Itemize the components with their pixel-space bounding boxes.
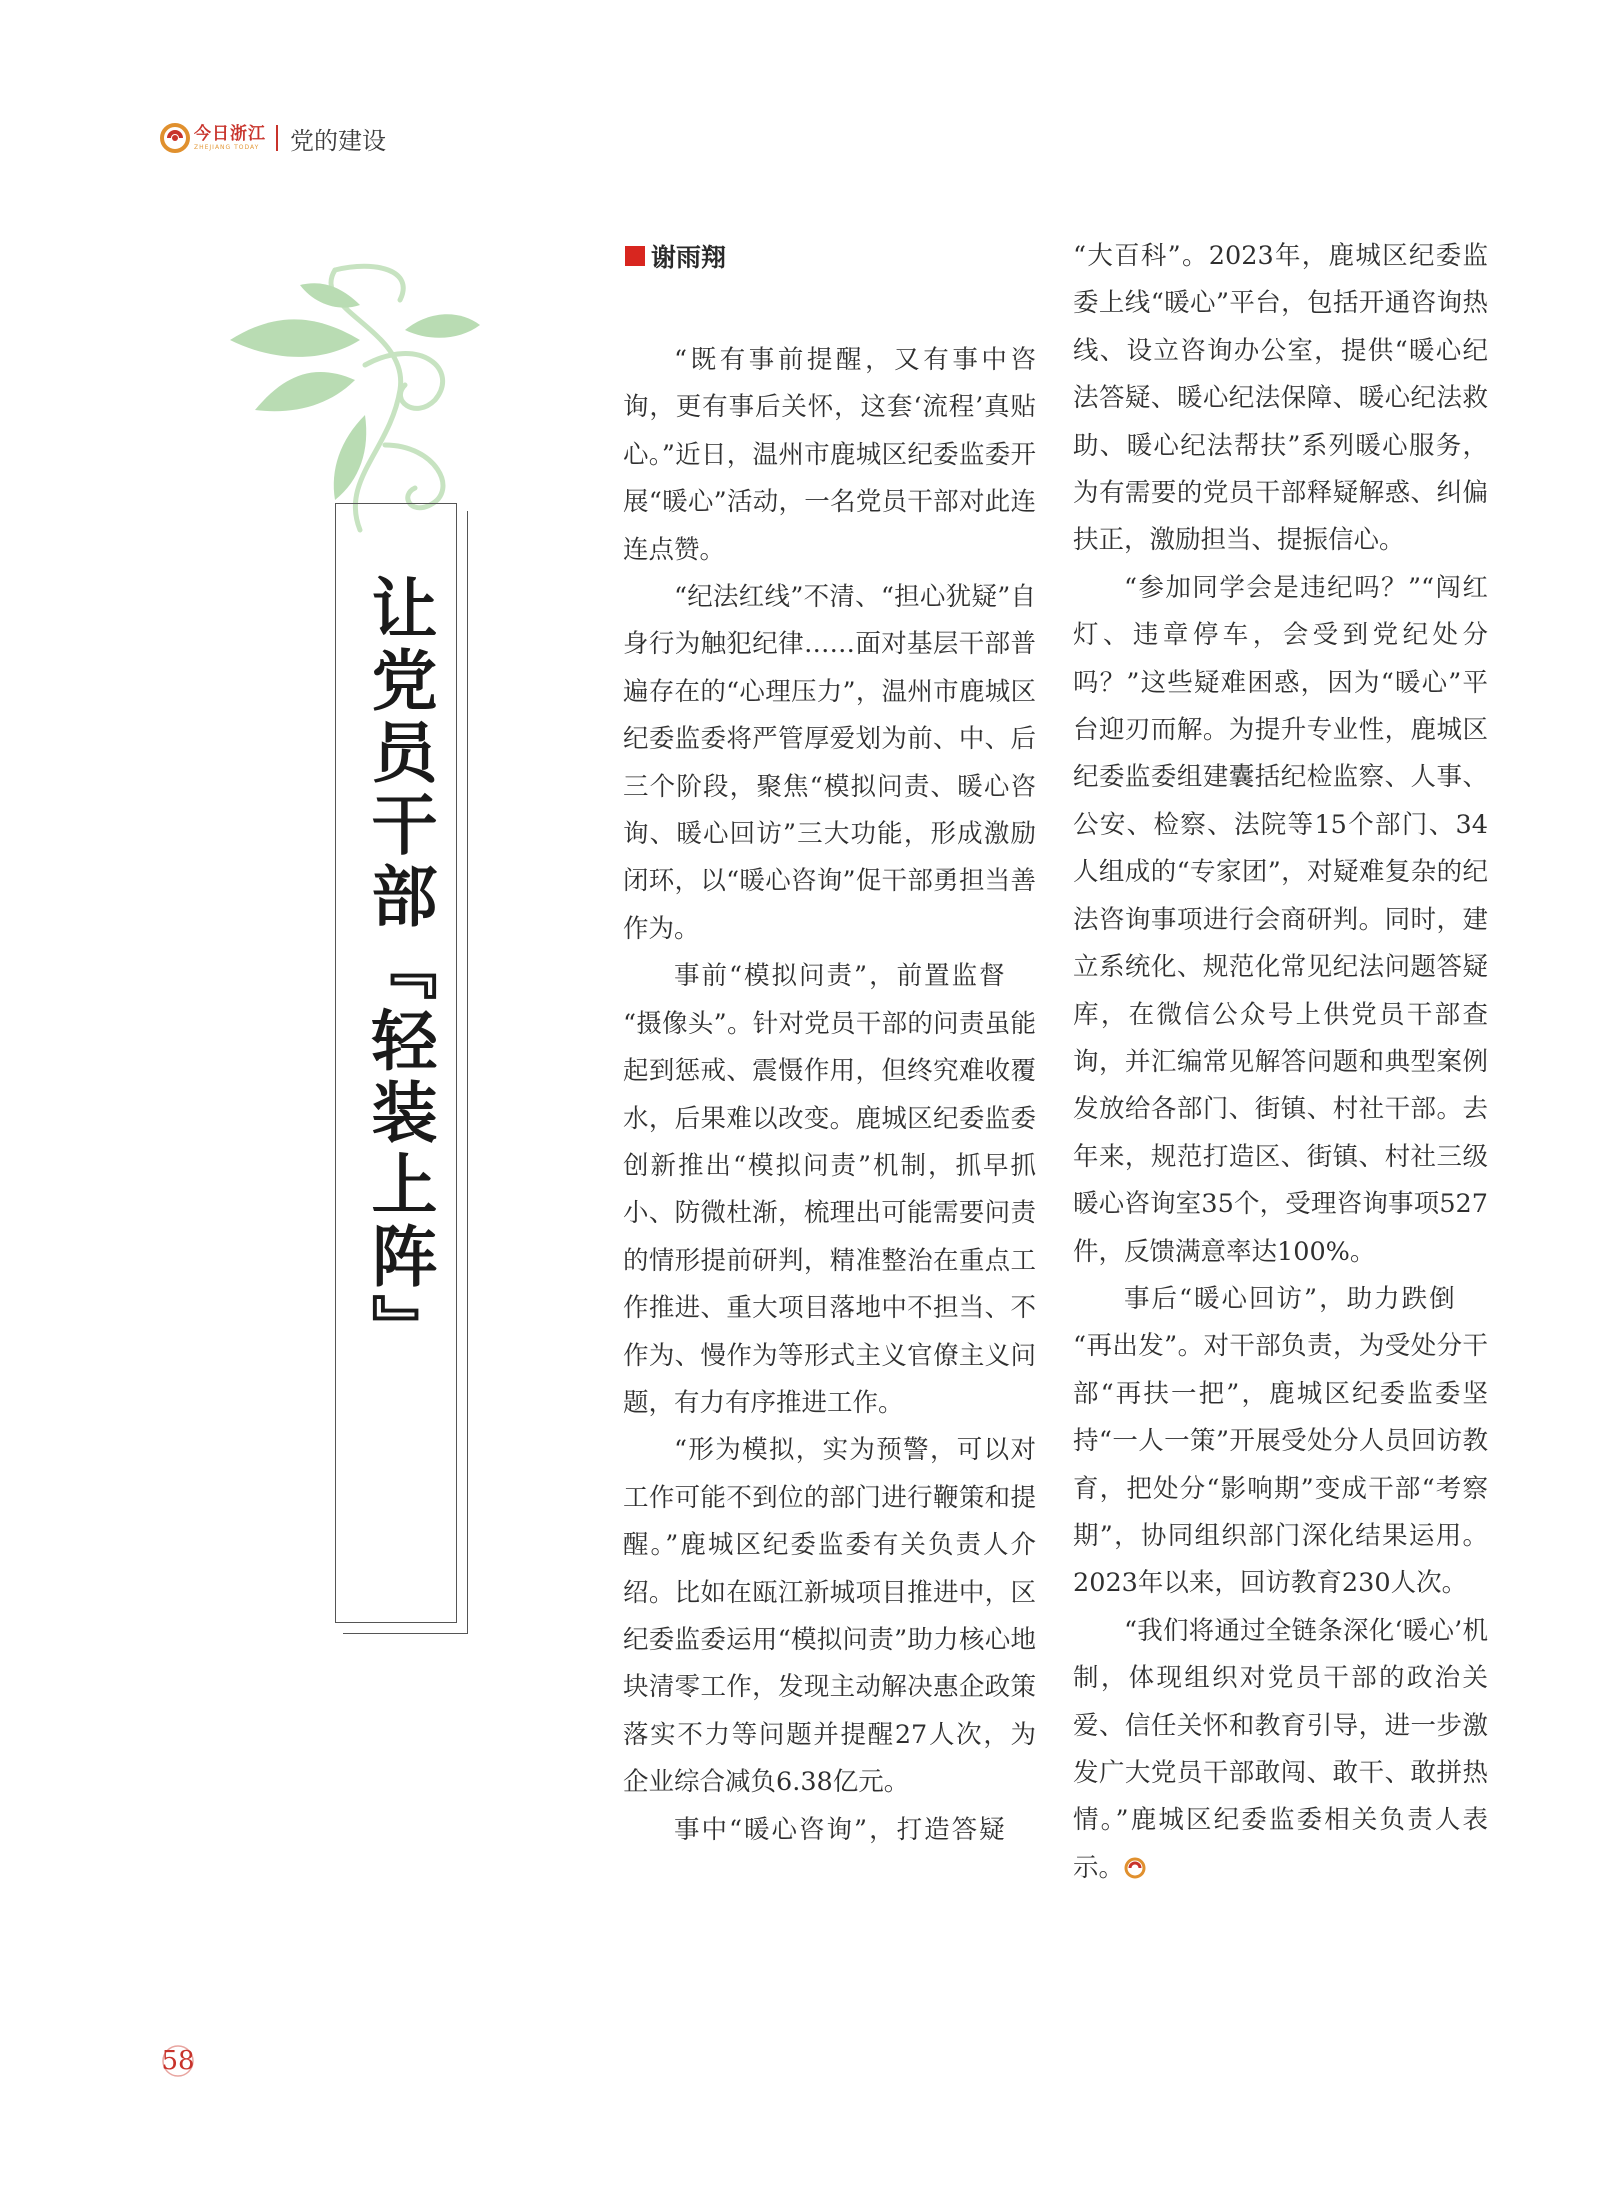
leaf-ornament-icon	[160, 240, 500, 540]
paragraph: “既有事前提醒，又有事中咨询，更有事后关怀，这套‘流程’真贴心。”近日，温州市鹿城区纪委监委开展“暖心”活动，一名党员干部对此连连点赞。	[623, 345, 1036, 565]
end-mark-icon	[1124, 1857, 1146, 1879]
header-divider	[276, 125, 278, 151]
paragraph: “纪法红线”不清、“担心犹疑”自身行为触犯纪律……面对基层干部普遍存在的“心理压力”，温州市鹿城区纪委监委将严管厚爱划为前、中、后三个阶段，聚焦“模拟问责、暖心咨询、暖心回访”三大功能，形成激励闭环，以“暖心咨询”促干部勇担当善作为。	[623, 582, 1036, 944]
logo-icon	[160, 123, 190, 153]
article-column-1	[623, 337, 1036, 1854]
subheading: 事后“暖心回访”，助力跌倒	[1124, 1283, 1457, 1314]
paragraph: “形为模拟，实为预警，可以对工作可能不到位的部门进行鞭策和提醒。”鹿城区纪委监委有关负责人介绍。比如在瓯江新城项目推进中，区纪委监委运用“模拟问责”助力核心地块清零工作，发现主动解决惠企政策落实不力等问题并提醒27人次，为企业综合减负6.38亿元。	[623, 1435, 1036, 1798]
logo-cn: 今日浙江	[194, 123, 266, 144]
closing-paragraph: “我们将通过全链条深化‘暖心’机制，体现组织对党员干部的政治关爱、信任关怀和教育引导，进一步激发广大党员干部敢闯、敢干、敢拼热情。”鹿城区纪委监委相关负责人表示。	[1073, 1615, 1488, 1883]
page-number	[160, 2043, 196, 2079]
title-frame	[335, 503, 457, 1623]
paragraph	[1073, 1608, 1488, 1892]
magazine-header	[160, 118, 386, 158]
red-square-icon	[625, 246, 645, 266]
paragraph: “参加同学会是违纪吗？”“闯红灯、违章停车，会受到党纪处分吗？”这些疑难困惑，因为“暖心”平台迎刃而解。为提升专业性，鹿城区纪委监委组建囊括纪检监察、人事、公安、检察、法院等15个部门、34人组成的“专家团”，对疑难复杂的纪法咨询事项进行会商研判。同时，建立系统化、规范化常见纪法问题答疑库，在微信公众号上供党员干部查询，并汇编常见解答问题和典型案例发放给各部门、街镇、村社干部。去年来，规范打造区、街镇、村社三级暖心咨询室35个，受理咨询事项527件，反馈满意率达100%。	[1073, 572, 1488, 1267]
page-number-text: 58	[161, 2046, 195, 2076]
article-title: 让党员干部『轻装上阵』	[360, 574, 437, 1366]
logo-text	[194, 123, 266, 151]
section-title: 党的建设	[290, 126, 386, 155]
subheading: 事中“暖心咨询”，打造答疑	[674, 1814, 1007, 1845]
paragraph: “再出发”。对干部负责，为受处分干部“再扶一把”，鹿城区纪委监委坚持“一人一策”开展受处分人员回访教育，把处分“影响期”变成干部“考察期”，协同组织部门深化结果运用。2023年以来，回访教育230人次。	[1073, 1331, 1488, 1599]
author-line	[625, 238, 726, 274]
logo-en: ZHEJIANG TODAY	[194, 143, 260, 151]
paragraph: “大百科”。2023年，鹿城区纪委监委上线“暖心”平台，包括开通咨询热线、设立咨询办公室，提供“暖心纪法答疑、暖心纪法保障、暖心纪法救助、暖心纪法帮扶”系列暖心服务，为有需要的党员干部释疑解惑、纠偏扶正，激励担当、提振信心。	[1073, 241, 1488, 556]
subheading: 事前“模拟问责”，前置监督	[674, 961, 1007, 992]
author-name: 谢雨翔	[651, 243, 727, 272]
paragraph: “摄像头”。针对党员干部的问责虽能起到惩戒、震慑作用，但终究难收覆水，后果难以改变。鹿城区纪委监委创新推出“模拟问责”机制，抓早抓小、防微杜渐，梳理出可能需要问责的情形提前研判，精准整治在重点工作推进、重大项目落地中不担当、不作为、慢作为等形式主义官僚主义问题，有力有序推进工作。	[623, 1008, 1036, 1418]
article-column-2	[1073, 233, 1488, 1892]
